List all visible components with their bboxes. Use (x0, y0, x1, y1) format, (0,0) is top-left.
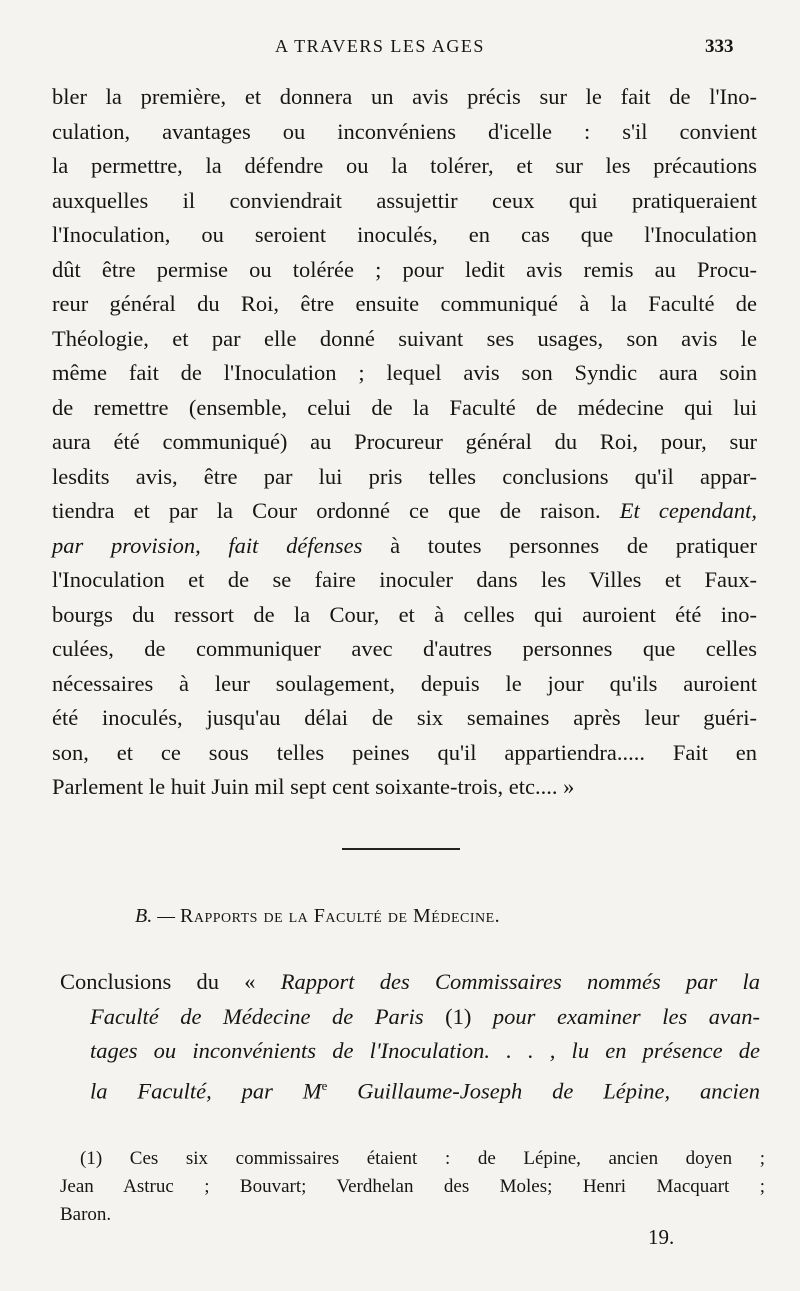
body-line: son, et ce sous telles peines qu'il appartiendra..... Fait en (52, 739, 757, 765)
body-line-mixed (52, 529, 757, 564)
body-line-text: à toutes personnes de pratiquer (390, 532, 757, 558)
body-line: même fait de l'Inoculation ; lequel avis son Syndic aura soin (52, 360, 757, 385)
footnote-line: (1) Ces six commissaires étaient : de Lépine, ancien doyen ; (80, 1148, 765, 1169)
footnote (60, 1145, 765, 1229)
conclusions-text: (1) (445, 1003, 472, 1029)
body-text (52, 80, 757, 805)
body-line: Parlement le huit Juin mil sept cent soixante-trois, etc.... » (52, 774, 575, 799)
conclusions-italic: Guillaume-Joseph de Lépine, ancien (357, 1078, 760, 1103)
conclusions-line (60, 1069, 760, 1104)
conclusions-superscript: e (321, 1077, 328, 1093)
body-line: bler la première, et donnera un avis précis sur le fait de l'Ino- (52, 84, 757, 109)
section-heading (135, 905, 735, 928)
body-line: Théologie, et par elle donné suivant ses usages, son avis le (52, 325, 757, 351)
section-title: Rapports de la Faculté de Médecine. (180, 905, 501, 927)
page-number: 333 (705, 36, 734, 57)
body-line: lesdits avis, être par lui pris telles conclusions qu'il appar- (52, 463, 757, 489)
body-line-italic: Et cependant, (619, 498, 757, 523)
body-line: culées, de communiquer avec d'autres personnes que celles (52, 636, 757, 661)
conclusions-italic: Rapport des Commissaires nommés par la (280, 969, 761, 994)
footnote-line: Jean Astruc ; Bouvart; Verdhelan des Moles; Henri Macquart ; (60, 1176, 765, 1197)
conclusions-italic: la Faculté, par M (90, 1078, 322, 1103)
footnote-line: Baron. (60, 1204, 112, 1225)
section-letter: B. — (135, 905, 175, 927)
body-line: l'Inoculation, ou seroient inoculés, en cas que l'Inoculation (52, 222, 757, 247)
body-line: culation, avantages ou inconvéniens d'icelle : s'il convient (52, 118, 757, 144)
body-line: auxquelles il conviendrait assujettir ceux qui pratiqueraient (52, 187, 757, 213)
signature-mark: 19. (648, 1225, 675, 1249)
section-divider (342, 848, 460, 850)
body-line: bourgs du ressort de la Cour, et à celles qui auroient été ino- (52, 601, 757, 627)
conclusions-text: Conclusions du « (60, 969, 256, 994)
conclusions-paragraph (60, 965, 760, 1103)
body-line: dût être permise ou tolérée ; pour ledit avis remis au Procu- (52, 256, 757, 282)
body-line-italic: par provision, fait défenses (52, 532, 363, 558)
body-line-mixed (52, 494, 757, 529)
body-line: la permettre, la défendre ou la tolérer, et sur les précautions (52, 153, 757, 178)
conclusions-line (60, 965, 760, 1000)
body-line-text: tiendra et par la Cour ordonné ce que de raison. (52, 498, 601, 523)
conclusions-line (60, 1000, 760, 1035)
body-line: été inoculés, jusqu'au délai de six semaines après leur guéri- (52, 705, 757, 730)
body-line: aura été communiqué) au Procureur général du Roi, pour, sur (52, 429, 757, 454)
running-title: A TRAVERS LES AGES (275, 36, 485, 56)
body-line: reur général du Roi, être ensuite communiqué à la Faculté de (52, 291, 757, 316)
body-line: nécessaires à leur soulagement, depuis le jour qu'ils auroient (52, 670, 757, 696)
conclusions-italic: Faculté de Médecine de Paris (90, 1003, 424, 1029)
body-line: l'Inoculation et de se faire inoculer dans les Villes et Faux- (52, 567, 757, 592)
conclusions-line: tages ou inconvénients de l'Inoculation. . . , lu en présence de (90, 1038, 760, 1063)
conclusions-italic: pour examiner les avan- (492, 1003, 761, 1029)
running-head (0, 36, 800, 70)
body-line: de remettre (ensemble, celui de la Faculté de médecine qui lui (52, 394, 757, 420)
